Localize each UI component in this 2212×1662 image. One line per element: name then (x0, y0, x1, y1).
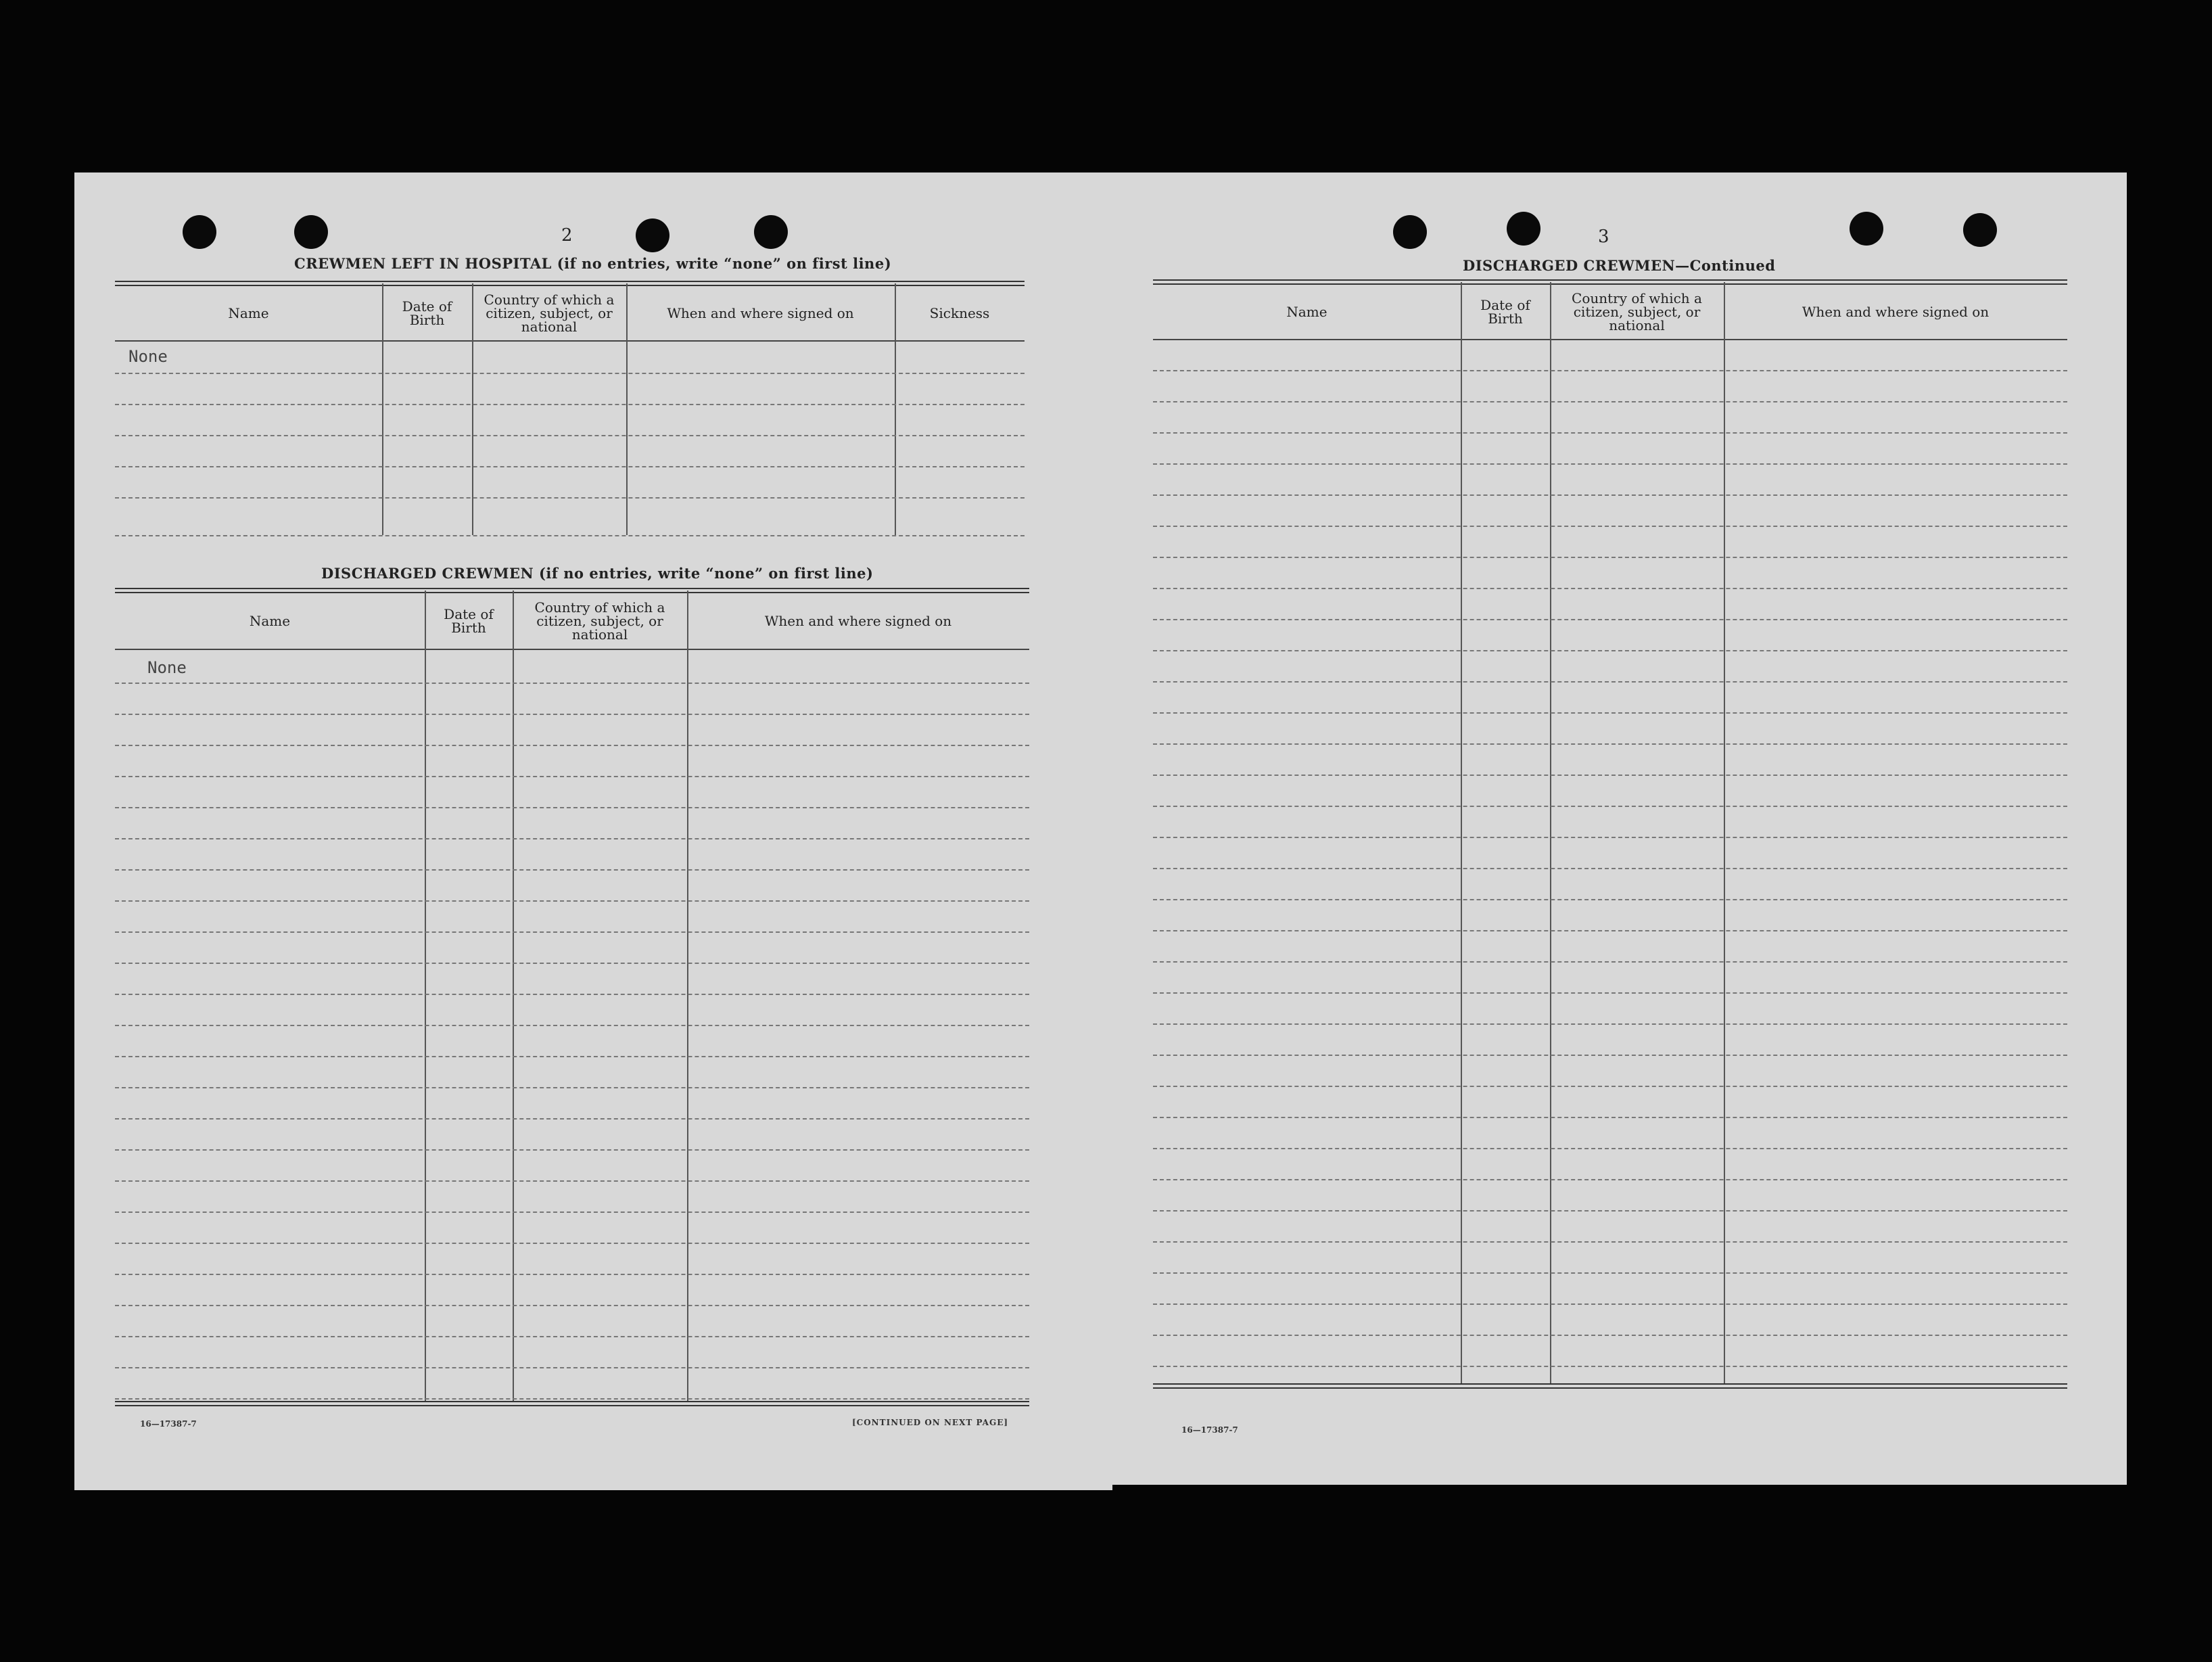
entry-line (1153, 806, 2067, 807)
entry-line (115, 807, 1029, 808)
entry-line (1153, 463, 2067, 465)
column-divider (1461, 282, 1462, 1383)
entry-line (1153, 526, 2067, 527)
header-name: Name (228, 305, 269, 321)
form-code: 16—17387-7 (140, 1419, 197, 1429)
header-country: Country of which a citizen, subject, or national (534, 599, 665, 643)
entry-line (1153, 712, 2067, 714)
entry-line (1153, 743, 2067, 745)
entry-line (115, 1367, 1029, 1368)
entry-line (115, 373, 1025, 374)
entry-line (1153, 1210, 2067, 1211)
entry-line (115, 1149, 1029, 1151)
entry-line (1153, 837, 2067, 838)
header-date-of-birth: Date of Birth (402, 298, 452, 328)
hospital-first-entry: None (128, 347, 168, 366)
entry-line (115, 497, 1025, 499)
entry-line (1153, 1366, 2067, 1367)
form-code: 16—17387-7 (1181, 1425, 1238, 1435)
entry-line (1153, 1055, 2067, 1056)
entry-line (115, 1025, 1029, 1026)
entry-line (1153, 868, 2067, 869)
entry-line (115, 683, 1029, 684)
header-name: Name (249, 613, 291, 629)
table-bottom-rule (1153, 1383, 2067, 1389)
entry-line (115, 900, 1029, 902)
header-divider (115, 340, 1025, 342)
entry-line (1153, 401, 2067, 402)
entry-line (1153, 961, 2067, 963)
header-signed-on: When and where signed on (1802, 304, 1990, 320)
entry-line (115, 1211, 1029, 1213)
entry-line (1153, 650, 2067, 651)
entry-line (115, 1305, 1029, 1306)
header-date-of-birth: Date of Birth (1480, 297, 1530, 327)
punch-hole (294, 215, 328, 249)
entry-line (1153, 1335, 2067, 1336)
entry-line (1153, 1272, 2067, 1274)
entry-line (1153, 370, 2067, 371)
header-signed-on: When and where signed on (764, 613, 952, 629)
discharged-continued-table (1153, 279, 2067, 1389)
entry-line (115, 745, 1029, 746)
table-bottom-rule (115, 1401, 1029, 1406)
header-signed-on: When and where signed on (667, 305, 854, 321)
entry-line (1153, 1086, 2067, 1087)
entry-line (1153, 681, 2067, 683)
entry-line (1153, 1023, 2067, 1025)
entry-line (1153, 1148, 2067, 1149)
discharged-section-title: DISCHARGED CREWMEN (if no entries, write “none” on first line) (321, 565, 874, 582)
entry-line (1153, 1117, 2067, 1118)
header-country: Country of which a citizen, subject, or national (1572, 290, 1702, 333)
column-divider (513, 591, 514, 1401)
table-top-rule (1153, 279, 2067, 285)
entry-line (1153, 588, 2067, 589)
entry-line (1153, 432, 2067, 434)
entry-line (1153, 1303, 2067, 1305)
entry-line (115, 1243, 1029, 1244)
entry-line (115, 435, 1025, 436)
header-divider (115, 649, 1029, 650)
entry-line (115, 404, 1025, 405)
entry-line (115, 994, 1029, 995)
discharged-first-entry: None (147, 658, 187, 677)
entry-line (115, 869, 1029, 871)
punch-hole (183, 215, 216, 249)
right-page (1112, 172, 2127, 1485)
discharged-table (115, 588, 1029, 1410)
punch-hole (636, 218, 669, 252)
punch-hole (1963, 213, 1997, 247)
entry-line (1153, 494, 2067, 496)
column-divider (687, 591, 688, 1401)
entry-line (1153, 899, 2067, 900)
entry-line (115, 931, 1029, 933)
table-top-rule (115, 588, 1029, 593)
page-number: 2 (561, 225, 573, 246)
discharged-continued-title: DISCHARGED CREWMEN—Continued (1463, 257, 1776, 274)
entry-line (1153, 1179, 2067, 1180)
entry-line (1153, 557, 2067, 558)
entry-line (1153, 930, 2067, 931)
entry-line (115, 1056, 1029, 1057)
entry-line (1153, 992, 2067, 994)
table-top-rule (115, 281, 1025, 286)
header-divider (1153, 339, 2067, 340)
punch-hole (1393, 215, 1427, 249)
column-divider (1550, 282, 1551, 1383)
column-divider (425, 591, 426, 1401)
continued-note: [CONTINUED ON NEXT PAGE] (852, 1418, 1009, 1427)
header-date-of-birth: Date of Birth (444, 606, 494, 636)
entry-line (1153, 619, 2067, 620)
header-sickness: Sickness (929, 305, 990, 321)
header-name: Name (1286, 304, 1327, 320)
entry-line (115, 1336, 1029, 1337)
entry-line (115, 963, 1029, 964)
entry-line (115, 714, 1029, 715)
entry-line (115, 776, 1029, 777)
entry-line (115, 535, 1025, 536)
column-divider (1724, 282, 1725, 1383)
entry-line (115, 1398, 1029, 1400)
entry-line (115, 1180, 1029, 1182)
entry-line (115, 1118, 1029, 1119)
entry-line (115, 838, 1029, 839)
punch-hole (1850, 212, 1883, 246)
header-country: Country of which a citizen, subject, or national (484, 292, 615, 335)
left-page (74, 172, 1112, 1490)
entry-line (1153, 775, 2067, 776)
entry-line (115, 466, 1025, 467)
punch-hole (1507, 212, 1540, 246)
hospital-section-title: CREWMEN LEFT IN HOSPITAL (if no entries, write “none” on first line) (294, 255, 892, 272)
punch-hole (754, 215, 788, 249)
entry-line (115, 1087, 1029, 1088)
entry-line (115, 1274, 1029, 1275)
page-number: 3 (1598, 227, 1609, 247)
entry-line (1153, 1241, 2067, 1243)
